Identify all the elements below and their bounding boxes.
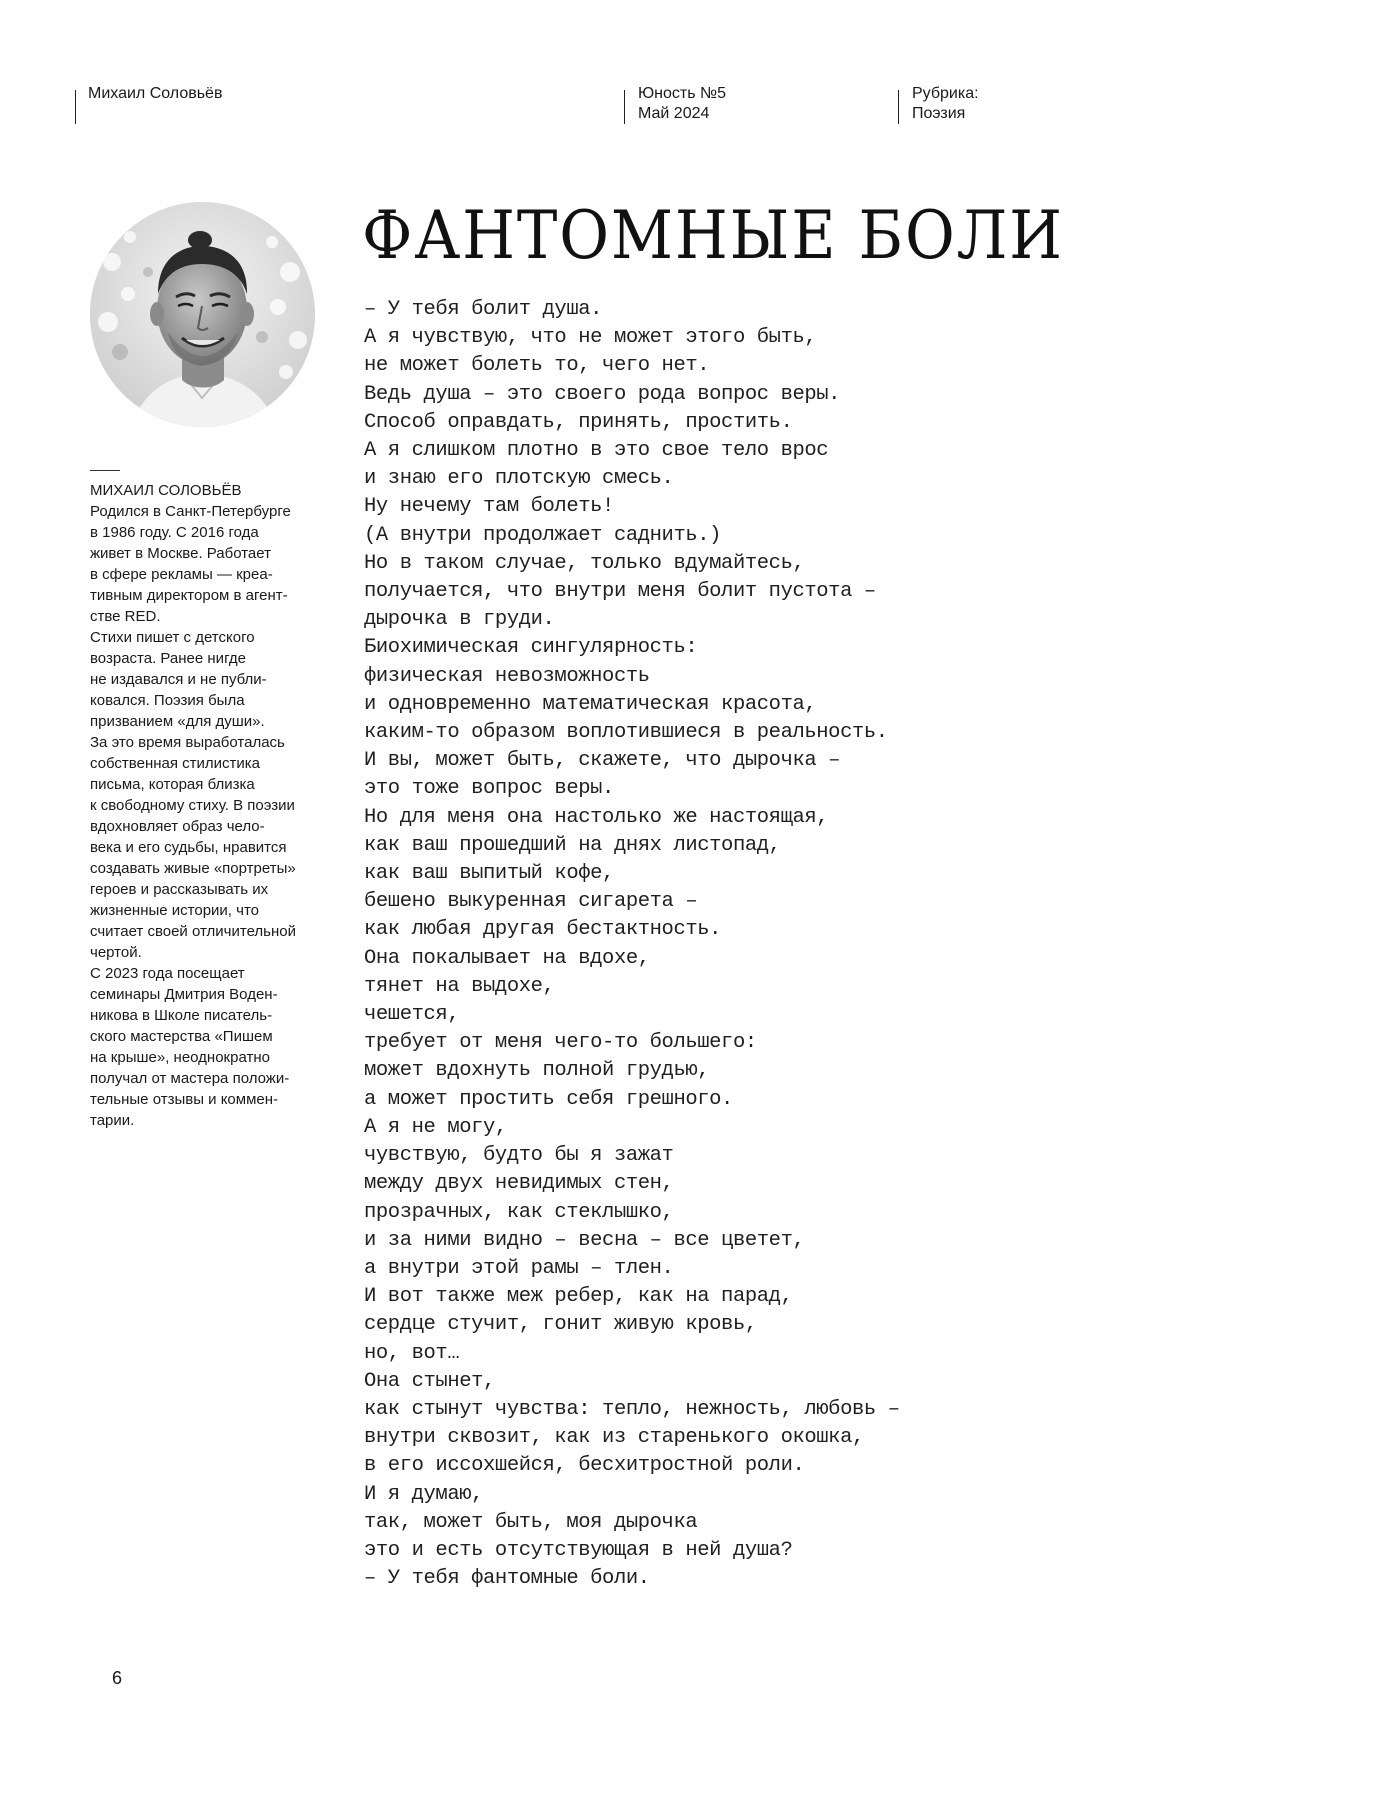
bio-line: стве RED. [90,608,161,625]
bio-line: века и его судьбы, нравится [90,839,287,856]
header-rubric-block [912,84,979,124]
bio-line: не издавался и не публи- [90,671,267,688]
poem-line: внутри сквозит, как из старенького окошка, [364,1426,864,1450]
header-author: Михаил Соловьёв [88,85,223,102]
poem-line: И вы, может быть, скажете, что дырочка – [364,749,841,773]
poem-line: может вдохнуть полной грудью, [364,1059,710,1083]
bio-line: возраста. Ранее нигде [90,650,246,667]
poem-line: не может болеть то, чего нет. [364,354,710,378]
poem-title: ФАНТОМНЫЕ БОЛИ [362,197,1064,274]
poem-line: Способ оправдать, принять, простить. [364,410,793,434]
poem-line: Биохимическая сингулярность: [364,636,698,660]
bio-line: в 1986 году. С 2016 года [90,524,259,541]
bio-line: ского мастерства «Пишем [90,1028,273,1045]
poem-line: физическая невозможность [364,664,650,688]
poem-line: бешено выкуренная сигарета – [364,890,698,914]
poem-line: Но для меня она настолько же настоящая, [364,805,829,829]
bio-line: считает своей отличительной [90,923,296,940]
bio-line: создавать живые «портреты» [90,860,296,877]
poem-line: (А внутри продолжает саднить.) [364,523,722,547]
bio-line: Родился в Санкт-Петербурге [90,503,291,520]
poem-line: Ну нечему там болеть! [364,495,614,519]
poem-line: дырочка в груди. [364,608,555,632]
poem-line: А я слишком плотно в это свое тело врос [364,439,829,463]
header-divider-issue [624,90,625,124]
poem-line: А я чувствую, что не может этого быть, [364,326,817,350]
bio-line: МИХАИЛ СОЛОВЬЁВ [90,482,242,499]
bio-line: семинары Дмитрия Воден- [90,986,278,1003]
poem-line: это тоже вопрос веры. [364,777,614,801]
poem-line: в его иссохшейся, бесхитростной роли. [364,1454,805,1478]
bio-line: героев и рассказывать их [90,881,269,898]
bio-line: тельные отзывы и коммен- [90,1091,279,1108]
poem-line: и знаю его плотскую смесь. [364,467,674,491]
poem-line: получается, что внутри меня болит пустота – [364,580,876,604]
poem-line: как ваш выпитый кофе, [364,862,614,886]
header-divider-author [75,90,76,124]
bio-line: тивным директором в агент- [90,587,288,604]
bio-line: призванием «для души». [90,713,265,730]
poem-line: Ведь душа – это своего рода вопрос веры. [364,382,841,406]
poem-line: Она покалывает на вдохе, [364,946,650,970]
header-divider-rubric [898,90,899,124]
bio-line: в сфере рекламы — креа- [90,566,273,583]
poem-line: как ваш прошедший на днях листопад, [364,833,781,857]
page-number: 6 [112,1668,123,1688]
author-portrait-image [90,202,315,427]
bio-line: на крыше», неоднократно [90,1049,270,1066]
bio-line: получал от мастера положи- [90,1070,290,1087]
poem-line: и одновременно математическая красота, [364,692,817,716]
poem-line: Она стынет, [364,1369,495,1393]
bio-line: живет в Москве. Работает [90,545,271,562]
poem-line: А я не могу, [364,1115,507,1139]
bio-line: никова в Школе писатель- [90,1007,273,1024]
poem-line: это и есть отсутствующая в ней душа? [364,1538,793,1562]
poem-line: И вот также меж ребер, как на парад, [364,1285,793,1309]
poem-line: чешется, [364,1003,460,1027]
bio-line: собственная стилистика [90,755,261,772]
poem-line: как любая другая бестактность. [364,918,722,942]
poem-line: так, может быть, моя дырочка [364,1510,698,1534]
poem-line: Но в таком случае, только вдумайтесь, [364,551,805,575]
poem-body [364,296,900,1593]
header-issue: Юность №5 [638,85,727,102]
author-bio [90,480,340,1131]
header-date: Май 2024 [638,105,710,122]
poem-line: каким-то образом воплотившиеся в реальность. [364,721,888,745]
poem-line: сердце стучит, гонит живую кровь, [364,1313,757,1337]
header-issue-block [638,84,726,124]
bio-line: чертой. [90,944,142,961]
poem-line: прозрачных, как стеклышко, [364,1200,674,1224]
poem-line: как стынут чувства: тепло, нежность, любовь – [364,1397,900,1421]
bio-line: жизненные истории, что [90,902,259,919]
poem-line: и за ними видно – весна – все цветет, [364,1228,805,1252]
bio-divider [90,470,120,471]
poem-line: И я думаю, [364,1482,484,1506]
bio-line: тарии. [90,1112,135,1129]
header-rubric-value: Поэзия [912,105,966,122]
poem-line: но, вот… [364,1341,460,1365]
bio-line: За это время выработалась [90,734,285,751]
poem-line: а может простить себя грешного. [364,1087,733,1111]
bio-line: вдохновляет образ чело- [90,818,265,835]
bio-line: к свободному стиху. В поэзии [90,797,295,814]
poem-line: а внутри этой рамы – тлен. [364,1256,674,1280]
poem-line: между двух невидимых стен, [364,1172,674,1196]
bio-line: ковался. Поэзия была [90,692,245,709]
bio-line: С 2023 года посещает [90,965,245,982]
bio-line: Стихи пишет с детского [90,629,255,646]
poem-line: чувствую, будто бы я зажат [364,1144,674,1168]
poem-line: – У тебя болит душа. [364,298,603,321]
header-rubric-label: Рубрика: [912,85,979,102]
poem-line: требует от меня чего-то большего: [364,1031,757,1055]
bio-line: письма, которая близка [90,776,255,793]
poem-line: – У тебя фантомные боли. [364,1567,650,1591]
author-portrait [90,202,315,427]
poem-line: тянет на выдохе, [364,974,555,998]
